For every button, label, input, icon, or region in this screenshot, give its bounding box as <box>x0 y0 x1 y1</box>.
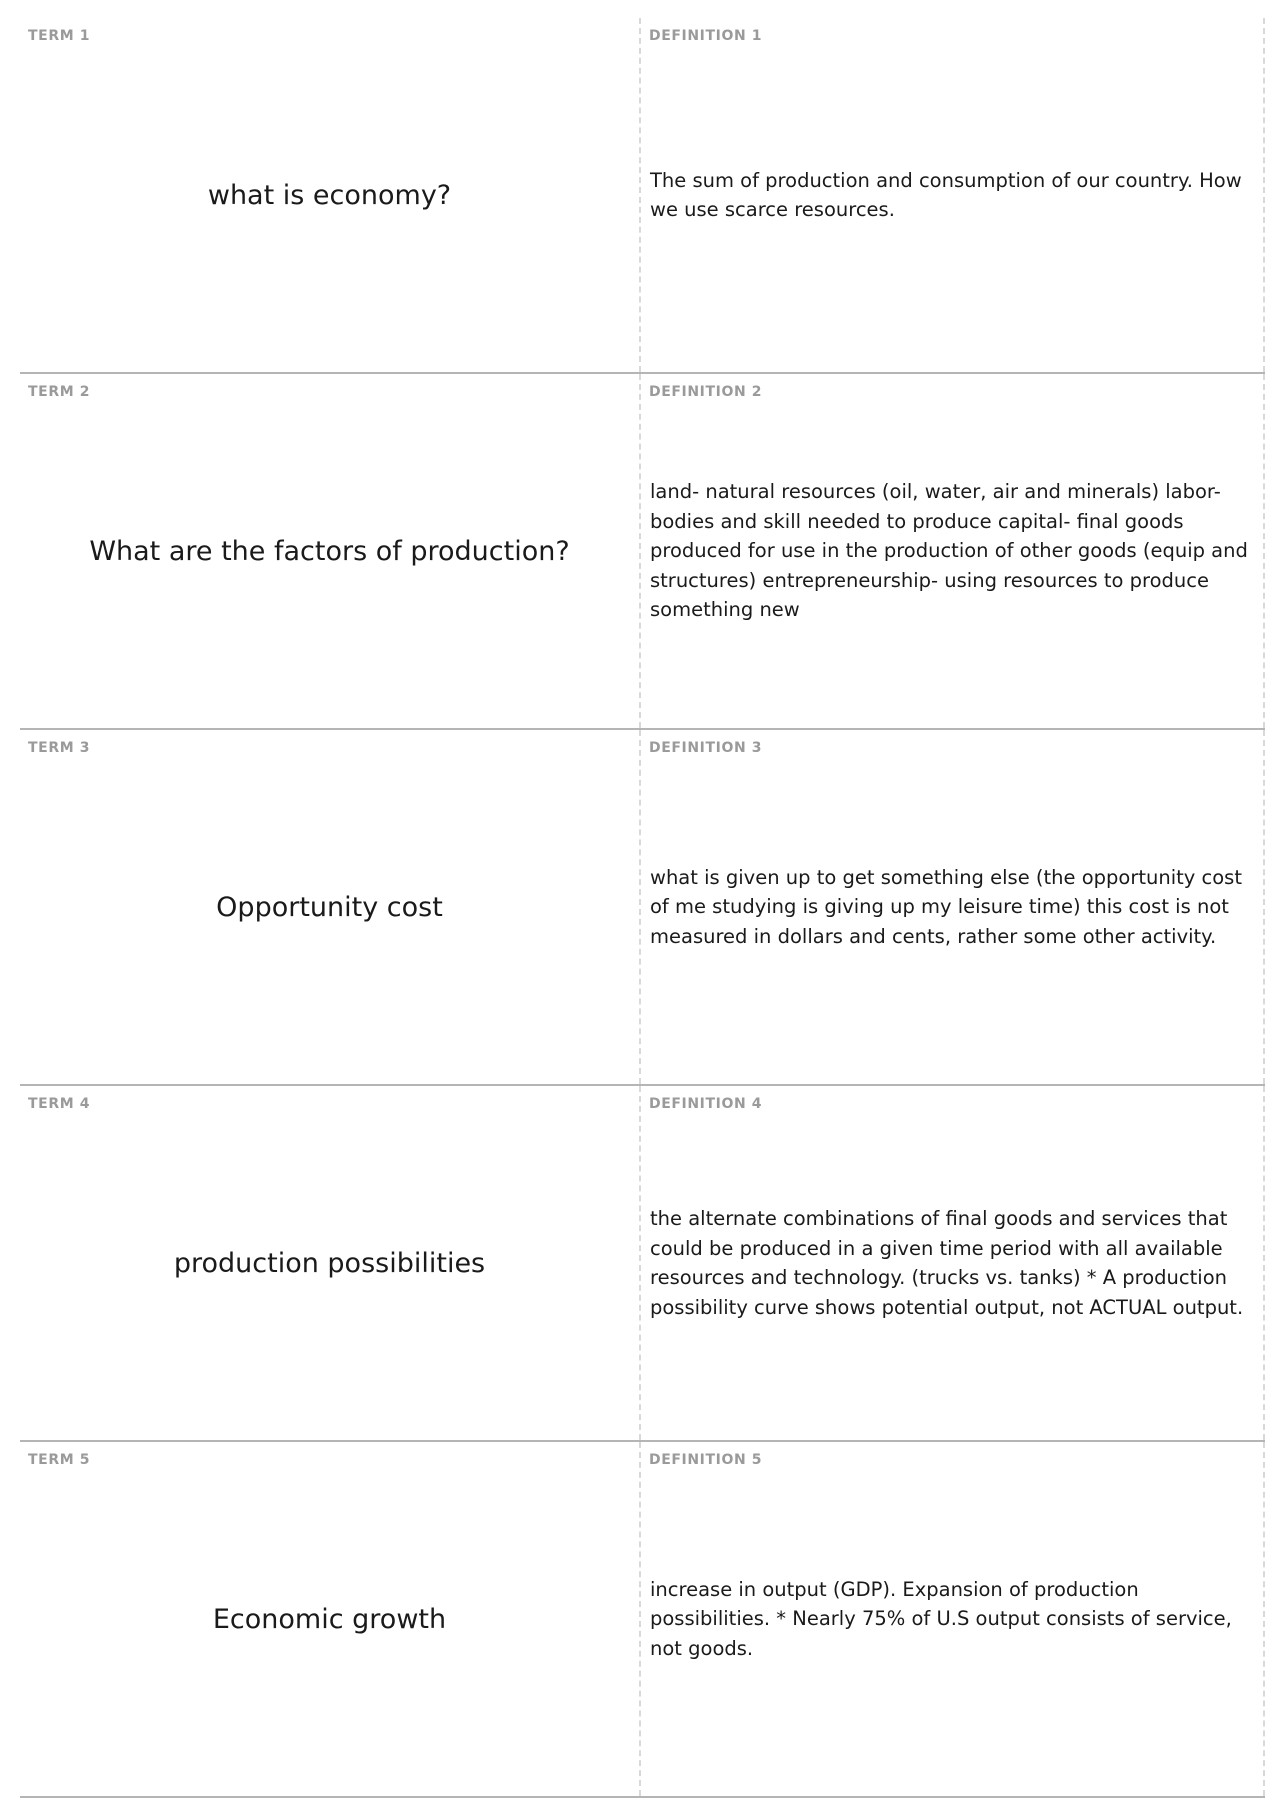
definition-label: DEFINITION 4 <box>649 1096 763 1112</box>
definition-cell <box>641 18 1265 372</box>
definition-text <box>650 1442 1251 1796</box>
term-value: What are the factors of production? <box>89 535 570 567</box>
definition-text <box>650 18 1251 372</box>
definition-cell <box>641 730 1265 1084</box>
definition-text <box>650 730 1251 1084</box>
definition-label: DEFINITION 1 <box>649 28 763 44</box>
term-label: TERM 5 <box>28 1452 91 1468</box>
term-value: Opportunity cost <box>216 891 443 923</box>
definition-label: DEFINITION 2 <box>649 384 763 400</box>
term-cell <box>20 18 641 372</box>
term-text <box>20 1442 639 1796</box>
definition-value: the alternate combinations of final goods and services that could be produced in a given time period with all available resources and technology. (trucks vs. tanks) * A production possibility curve shows potential output, not ACTUAL output. <box>650 1207 1244 1319</box>
definition-label: DEFINITION 3 <box>649 740 763 756</box>
definition-value: The sum of production and consumption of our country. How we use scarce resources. <box>650 168 1242 221</box>
definition-text <box>650 374 1251 728</box>
flashcard-row <box>20 1086 1265 1442</box>
definition-label: DEFINITION 5 <box>649 1452 763 1468</box>
definition-cell <box>641 374 1265 728</box>
term-label: TERM 4 <box>28 1096 91 1112</box>
definition-cell <box>641 1442 1265 1796</box>
term-label: TERM 1 <box>28 28 91 44</box>
term-text <box>20 18 639 372</box>
term-value: what is economy? <box>207 179 452 211</box>
term-value: Economic growth <box>212 1603 447 1635</box>
term-text <box>20 730 639 1084</box>
definition-value: increase in output (GDP). Expansion of production possibilities. * Nearly 75% of U.S output consists of service, not goods. <box>650 1577 1232 1660</box>
term-cell <box>20 1086 641 1440</box>
term-cell <box>20 730 641 1084</box>
flashcard-row <box>20 18 1265 374</box>
term-value: production possibilities <box>173 1247 486 1279</box>
flashcard-row <box>20 730 1265 1086</box>
definition-cell <box>641 1086 1265 1440</box>
term-text <box>20 374 639 728</box>
definition-text <box>650 1086 1251 1440</box>
term-label: TERM 2 <box>28 384 91 400</box>
flashcard-sheet <box>20 18 1265 1798</box>
definition-value: what is given up to get something else (the opportunity cost of me studying is giving up my leisure time) this cost is not measured in dollars and cents, rather some other activity. <box>650 865 1242 948</box>
term-cell <box>20 1442 641 1796</box>
flashcard-row <box>20 1442 1265 1798</box>
flashcard-row <box>20 374 1265 730</box>
definition-value: land- natural resources (oil, water, air and minerals) labor- bodies and skill needed to produce capital- final goods produced for use in the production of other goods (equip and structures) entrepreneurship- using resources to produce something new <box>650 480 1248 622</box>
term-label: TERM 3 <box>28 740 91 756</box>
term-cell <box>20 374 641 728</box>
term-text <box>20 1086 639 1440</box>
